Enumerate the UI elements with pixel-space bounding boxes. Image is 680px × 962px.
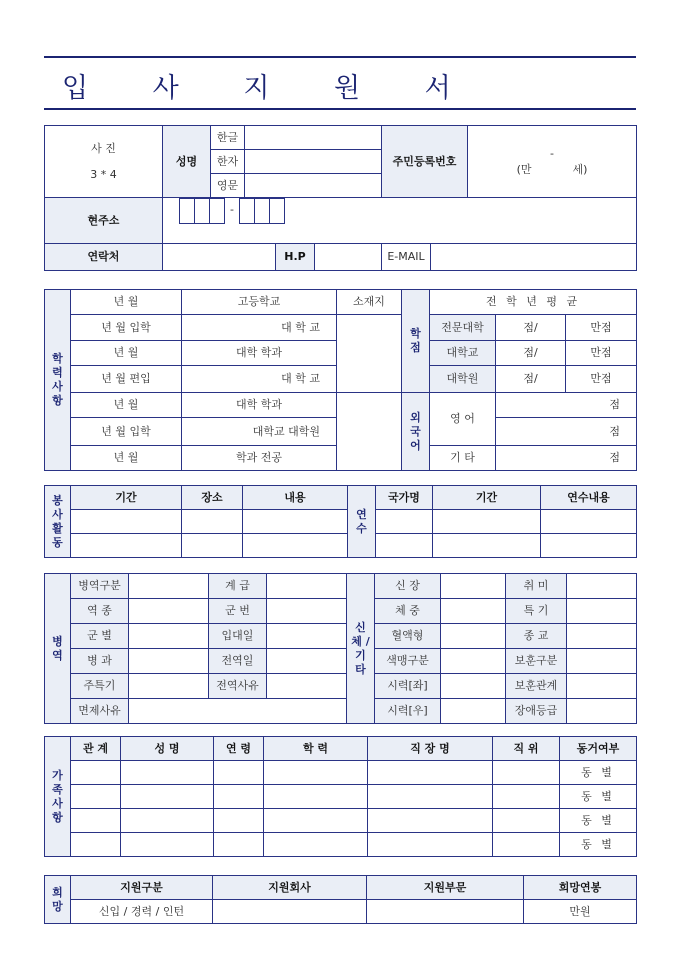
personal-info-table [44,125,637,271]
address-label: 현주소 [45,198,163,244]
body-field[interactable] [567,624,637,649]
hope-header: 지원부문 [367,876,524,900]
fam-cell[interactable] [493,761,560,785]
fam-cell[interactable] [493,809,560,833]
vol-header-content: 내용 [243,486,348,510]
rrn-field[interactable] [468,126,637,198]
body-field[interactable] [441,649,506,674]
edu-date: 년 월 [71,393,182,418]
mil-field[interactable] [267,599,347,624]
lang-score: 점 [496,393,637,418]
mil-label: 전역사유 [209,674,267,699]
fam-cell[interactable] [264,833,368,857]
vol-header-period: 기간 [71,486,182,510]
edu-location-field[interactable] [337,315,402,393]
gpa-max: 만점 [566,366,637,393]
mil-field[interactable] [267,649,347,674]
training-section-label: 연 수 [348,486,376,558]
postal-box[interactable] [194,198,210,224]
body-label: 취 미 [506,574,567,599]
email-field[interactable] [431,244,637,270]
fam-cell[interactable] [121,785,214,809]
body-field[interactable] [567,599,637,624]
email-row [382,244,636,270]
edu-header-school: 고등학교 [182,290,337,315]
train-cell[interactable] [376,534,433,558]
photo-size: 3 * 4 [90,167,117,181]
lang-label: 기 타 [430,446,496,471]
hope-header: 지원회사 [213,876,367,900]
name-english-label: 영문 [211,174,245,198]
body-section-label: 신 체 / 기 타 [347,574,375,724]
mil-field[interactable] [129,649,209,674]
gpa-header: 전 학 년 평 균 [430,290,637,315]
language-section-label: 외 국 어 [402,393,430,471]
gpa-points: 점/ [496,315,566,341]
photo-area[interactable] [45,126,163,198]
body-label: 종 교 [506,624,567,649]
gpa-section-label: 학 점 [402,290,430,393]
train-header-period: 기간 [433,486,541,510]
edu-school: 대 학 교 [182,366,337,393]
body-label: 특 기 [506,599,567,624]
edu-school: 대학 학과 [182,393,337,418]
mil-label: 군 번 [209,599,267,624]
fam-cell[interactable] [214,833,264,857]
edu-school: 학과 전공 [182,446,337,471]
vol-cell[interactable] [243,534,348,558]
name-korean-field[interactable] [245,126,382,150]
train-cell[interactable] [541,534,637,558]
hp-field[interactable] [315,244,382,270]
fam-cell[interactable] [121,809,214,833]
fam-header: 학 력 [264,737,368,761]
vol-cell[interactable] [243,510,348,534]
edu-header-date: 년 월 [71,290,182,315]
mil-field[interactable] [129,574,209,599]
fam-cell[interactable] [368,809,493,833]
edu-date: 년 월 입학 [71,315,182,341]
lang-score: 점 [496,418,637,446]
mil-label: 병 과 [71,649,129,674]
title-rule [44,108,636,110]
fam-cell[interactable] [264,761,368,785]
fam-cohab: 동 별 [560,833,637,857]
mil-label: 면제사유 [71,699,129,724]
edu-school: 대 학 교 [182,315,337,341]
gpa-points: 점/ [496,366,566,393]
postal-box[interactable] [209,198,225,224]
photo-label: 사 진 [91,141,116,155]
body-field[interactable] [567,574,637,599]
train-cell[interactable] [433,534,541,558]
body-field[interactable] [441,574,506,599]
mil-label: 병역구분 [71,574,129,599]
fam-cell[interactable] [121,761,214,785]
mil-field[interactable] [267,624,347,649]
fam-cell[interactable] [368,785,493,809]
mil-label: 군 별 [71,624,129,649]
gpa-label: 대학원 [430,366,496,393]
fam-header: 관 계 [71,737,121,761]
body-label: 장애등급 [506,699,567,724]
train-cell[interactable] [376,510,433,534]
volunteer-section-label: 봉 사 활 동 [45,486,71,558]
edu-date: 년 월 편입 [71,366,182,393]
postal-box[interactable] [179,198,195,224]
page-title: 입 사 지 원 서 [62,73,479,104]
gpa-points: 점/ [496,341,566,366]
gpa-label: 전문대학 [430,315,496,341]
age-close: 세) [572,162,588,176]
fam-cohab: 동 별 [560,761,637,785]
email-label: E-MAIL [382,244,431,270]
age-open: (만 [516,162,532,176]
fam-cell[interactable] [214,761,264,785]
fam-cell[interactable] [71,761,121,785]
volunteer-training-table [44,485,637,558]
body-field[interactable] [441,699,506,724]
hope-section-label: 희 망 [45,876,71,924]
hope-header: 희망연봉 [524,876,637,900]
train-cell[interactable] [433,510,541,534]
mil-label: 주특기 [71,674,129,699]
fam-cell[interactable] [264,809,368,833]
fam-cell[interactable] [71,785,121,809]
rrn-dash: - [550,146,554,160]
vol-cell[interactable] [71,534,182,558]
fam-cell[interactable] [368,761,493,785]
postal-dash: - [230,203,234,216]
mil-label: 전역일 [209,649,267,674]
name-korean-label: 한글 [211,126,245,150]
gpa-label: 대학교 [430,341,496,366]
body-field[interactable] [567,699,637,724]
edu-date: 년 월 [71,446,182,471]
education-section-label: 학 력 사 항 [45,290,71,471]
body-field[interactable] [567,649,637,674]
fam-cell[interactable] [214,785,264,809]
edu-school: 대학교 대학원 [182,418,337,446]
fam-cohab: 동 별 [560,809,637,833]
name-hanja-label: 한자 [211,150,245,174]
mil-field[interactable] [267,674,347,699]
mil-label: 입대일 [209,624,267,649]
military-body-table [44,573,637,724]
body-field[interactable] [441,599,506,624]
body-label: 체 중 [375,599,441,624]
contact-label: 연락처 [45,244,163,271]
mil-label: 계 급 [209,574,267,599]
gpa-max: 만점 [566,341,637,366]
phone-field[interactable] [163,244,276,270]
name-english-field[interactable] [245,174,382,198]
edu-header-location: 소재지 [337,290,402,315]
body-label: 보훈관계 [506,674,567,699]
fam-header: 직 장 명 [368,737,493,761]
fam-cell[interactable] [493,785,560,809]
mil-field[interactable] [267,574,347,599]
body-label: 신 장 [375,574,441,599]
postal-box[interactable] [269,198,285,224]
body-label: 시력[좌] [375,674,441,699]
fam-cell[interactable] [368,833,493,857]
address-field[interactable] [163,198,637,244]
rrn-label: 주민등록번호 [382,126,468,198]
fam-cell[interactable] [214,809,264,833]
body-label: 색맹구분 [375,649,441,674]
body-label: 시력[우] [375,699,441,724]
edu-date: 년 월 입학 [71,418,182,446]
hope-type-value[interactable]: 신입 / 경력 / 인턴 [71,900,213,924]
fam-cell[interactable] [71,809,121,833]
lang-score: 점 [496,446,637,471]
edu-location-field[interactable] [337,393,402,471]
mil-field[interactable] [129,674,209,699]
postal-box[interactable] [254,198,270,224]
gpa-max: 만점 [566,315,637,341]
fam-cell[interactable] [121,833,214,857]
family-section-label: 가 족 사 항 [45,737,71,857]
vol-cell[interactable] [182,534,243,558]
fam-cohab: 동 별 [560,785,637,809]
train-header-country: 국가명 [376,486,433,510]
fam-header: 동거여부 [560,737,637,761]
body-field[interactable] [567,674,637,699]
fam-cell[interactable] [493,833,560,857]
vol-cell[interactable] [71,510,182,534]
hope-dept-field[interactable] [367,900,524,924]
hp-label: H.P [276,244,315,270]
mil-field[interactable] [129,624,209,649]
train-header-content: 연수내용 [541,486,637,510]
mil-field[interactable] [129,699,347,724]
name-label: 성명 [163,126,211,198]
fam-header: 연 령 [214,737,264,761]
hope-table [44,875,637,924]
mil-label: 역 종 [71,599,129,624]
hope-header: 지원구분 [71,876,213,900]
fam-cell[interactable] [264,785,368,809]
vol-header-place: 장소 [182,486,243,510]
edu-school: 대학 학과 [182,341,337,366]
name-hanja-field[interactable] [245,150,382,174]
education-table [44,289,637,471]
fam-cell[interactable] [71,833,121,857]
hope-company-field[interactable] [213,900,367,924]
vol-cell[interactable] [182,510,243,534]
train-cell[interactable] [541,510,637,534]
body-label: 보훈구분 [506,649,567,674]
body-field[interactable] [441,674,506,699]
lang-label: 영 어 [430,393,496,446]
fam-header: 직 위 [493,737,560,761]
fam-header: 성 명 [121,737,214,761]
edu-date: 년 월 [71,341,182,366]
hope-salary-value[interactable]: 만원 [524,900,637,924]
postal-box[interactable] [239,198,255,224]
body-field[interactable] [441,624,506,649]
top-rule [44,56,636,58]
body-label: 혈액형 [375,624,441,649]
family-table [44,736,637,857]
mil-field[interactable] [129,599,209,624]
contact-row [163,244,381,270]
military-section-label: 병 역 [45,574,71,724]
